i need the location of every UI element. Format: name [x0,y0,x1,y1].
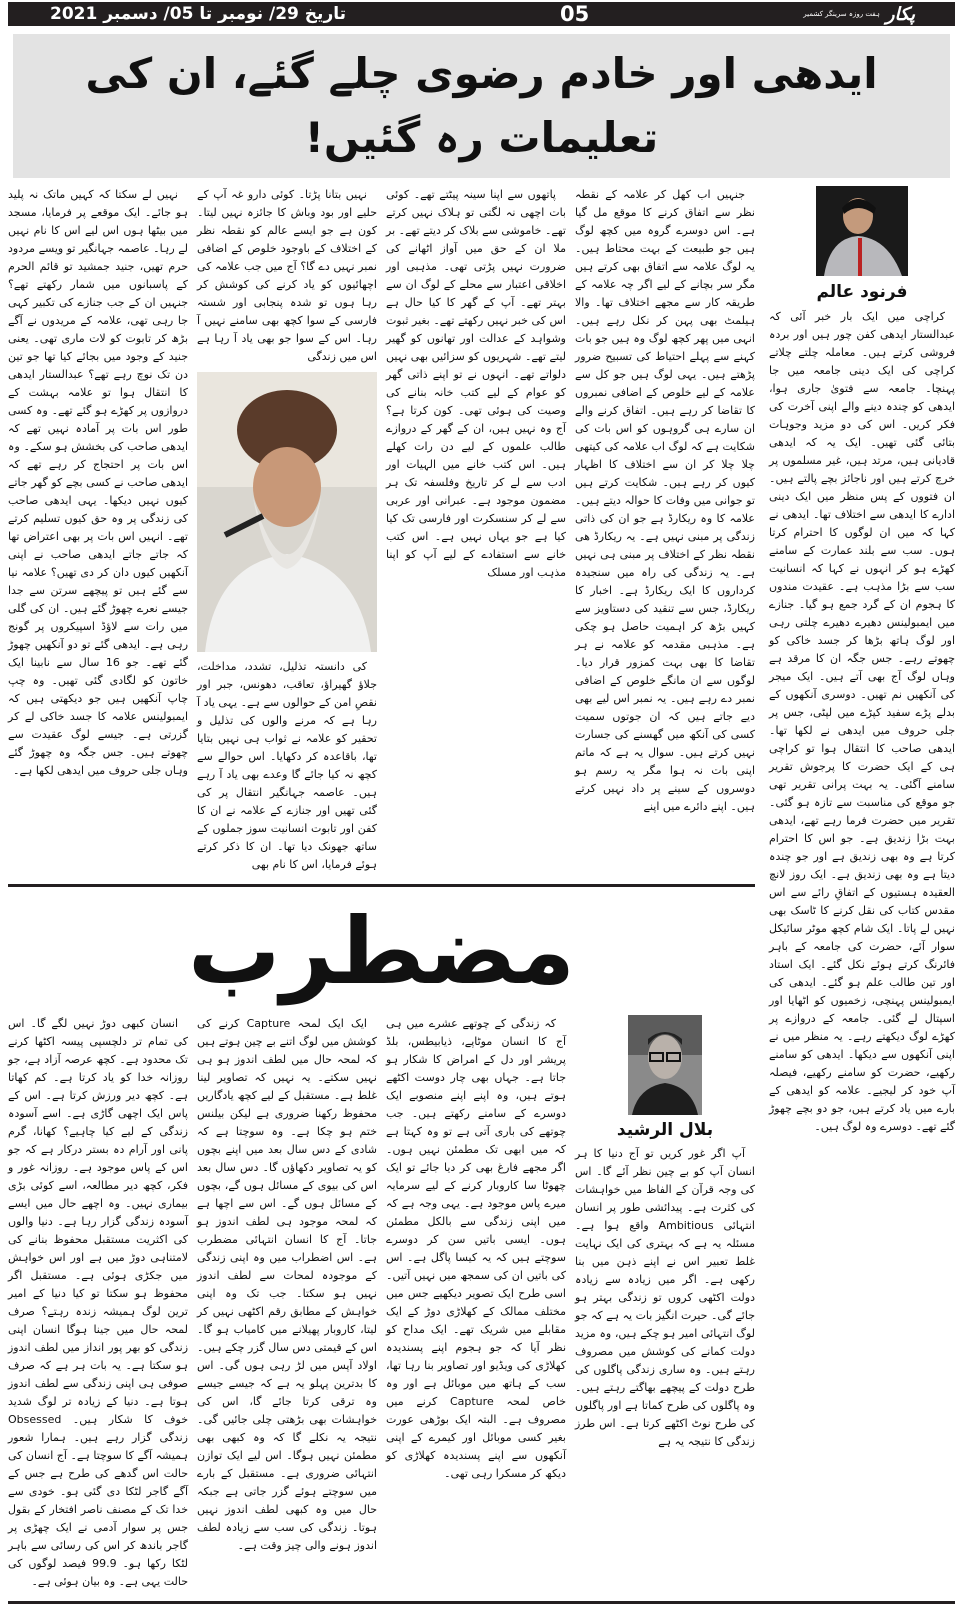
column-text: انسان کبھی دوڑ نہیں لگے گا۔ اس کی تمام تر دلچسپی پیسہ اکٹھا کرنے تک محدود ہے۔ کچھ عرصہ آزاد ہے، جو روزانہ خدا کو یاد کرتا ہے۔ کم کھاتا ہے۔ کچھ دیر ورزش کرتا ہے۔ اس کے پاس ایک اچھی گاڑی ہے۔ اسے آسودہ زندگی کے لیے کیا چاہیے؟ کھانا، گرم پانی اور آرام دہ بستر درکار ہے کہ جو اس کے پاس موجود ہے۔ روزانہ غور و فکر، کچھ دیر مطالعہ، اسے کوئی بڑی بیماری نہیں۔ وہ اچھے حال میں ایسے آسودہ زندگی گزار رہا ہے۔ دنیا والوں کی اکثریت مستقبل محفوظ بنانے کی لامتناہی دوڑ میں ہے اور اس خواہش میں جکڑی ہوئی ہے۔ مستقبل اگر محفوظ ہو سکتا تو کیا دنیا کے امیر ترین لوگ ہمیشہ زندہ رہتے؟ صرف لمحہ حال میں جینا ہوگا انسان اپنی زندگی کو بھر پور انداز میں لطف اندوز ہو سکتا ہے۔ یہ بات ہر ہے کہ صرف صوفی ہی اپنی زندگی سے لطف اندوز ہوتا ہے۔ دنیا کے زیادہ تر لوگ شدید خوف کا شکار ہیں۔ Obsessed زندگی گزار رہے ہیں۔ ہمارا شعور ہمیشہ آگے کا سوچتا ہے۔ آج انسان کی حالت اس گدھے کی طرح ہے جس کے آگے گاجر لٹکا دی گئی ہو۔ خودی سے خدا تک کے مصنف ناصر افتخار کے بقول جس پر سوار آدمی نے ایک چھڑی پر گاجر باندھ کر اس کی رسائی سے باہر لٹکا رکھا ہو۔ 99.9 فیصد لوگوں کی حالت یہی ہے۔ وہ بیان ہوئی ہے۔ [8,1017,188,1588]
article2-column-1 [386,1015,566,1591]
author-name-bilal-ur-rasheed: بلال الرشید [616,1120,714,1140]
article2-columns [8,1015,755,1591]
article2-column-2 [197,1015,377,1591]
article1-column-1 [769,308,955,1136]
article1-columns [8,186,755,874]
masthead-bar [8,2,955,26]
author-photo-bilal-ur-rasheed [628,1015,702,1115]
left-area [8,186,755,1591]
article1-column-5 [8,186,188,874]
column-text: جنہیں اب کھل کر علامہ کے نقطہ نظر سے اتفاق کرنے کا موقع مل گیا ہے۔ اس دوسرے گروہ میں کچھ لوگ ہیں جو طبیعت کے بہت محتاط ہیں۔ یہ لوگ علامہ سے اتفاق بھی کرتے ہیں مگر سر بچانے کے لیے اگر چہ علامہ کے طریقہ کار سے مجھے اختلاف تھا۔ والا ہیلمٹ بھی پہن کر نکل رہے ہیں۔ انہی میں پھر کچھ لوگ وہ ہیں جو بات کہنے سے پہلے احتیاط کی تسبیح ضرور پڑھتے ہیں۔ یہی لوگ ہیں جو کل سے علامہ کے لیے خلوص کے اضافی نمبروں کا تقاضا کر رہے ہیں۔ اتفاق کرنے والے ان سارے ہی گروہوں کو اس بات کی شکایت ہے کہ لوگ اب علامہ کی کیتھی چلا چلا کر ان سے اختلاف کا اظہار کیوں کر رہے ہیں۔ شکایت کرتے ہیں تو جوانی میں وفات کا حوالہ دیتے ہیں۔ علامہ کا وہ ریکارڈ ہے جو ان کی ذاتی زندگی پر مبنی نہیں ہے۔ یہ ریکارڈ ھی نقطہ نظر کے اختلاف پر مبنی ہی نہیں ہے۔ یہ زندگی کی راہ میں سنجیدہ کرداروں کا ایک ریکارڈ ہے۔ اخبار کا ریکارڈ، جس سے تنقید کی دستاویز سے کہیں بڑھ کر اہمیت حاصل ہو چکی ہے۔ مذہبی مقدمہ کو علامہ نے ہر تقاضا کا بھی بہت کمزور قرار دیا۔ لوگوں سے ان مانگے خلوص کے اضافی نمبر دے رہے ہیں۔ یہ نمبر اس لیے بھی دیے جاتے ہیں کہ ان جوتوں سمیت کسی کی آنکھ میں گھسنے کی جسارت نہیں کرتے ہیں۔ سوال یہ ہے کہ ماتم اپنی بات نہ ہوا مگر یہ رسم ہو دوسروں کے سینے پر داد نہیں کرتے ہیں۔ اپنے دائرے میں اپنے [575,188,755,813]
page-body [8,186,955,1591]
column-text: کراچی میں ایک بار خبر آئی کہ عبدالستار ایدھی کفن چور ہیں اور بردہ فروشی کرتے ہیں۔ معاملہ چلتے چلاتے کراچی کی ایک دینی جامعہ میں جا پہنچا۔ جامعہ سے فتویٰ جاری ہوا، ایدھی کو چندہ دینے والے اپنی آخرت کی فکر کریں۔ اس کی دو مزید وجوہات بتائی گئی تھیں۔ ایک یہ کہ ایدھی قادیانی ہیں، مرتد ہیں، غیر مسلموں پر خرچ کرتے ہیں اور ناجائز بچے پالتے ہیں۔ ان فتووں کے پس منظر میں ایک دینی ادارے کا ایدھی سے اختلاف تھا۔ ایدھی نے کہا کہ میں ان لوگوں کا احترام کرتا ہوں۔ سب سے بلند عمارت کے سامنے کھڑے ہو کر انہوں نے کہا کہ انسانیت سب سے بڑا مذہب ہے۔ عقیدت مندوں کا ہجوم ان کے گرد جمع ہو گیا۔ جنازے میں ایمبولینس دھیرے دھیرے چلتی رہی اور لوگ ہاتھ بڑھا کر جسد خاکی کو چھوتے رہے۔ جس جگہ ان کا مرقد ہے وہاں لوگ آج بھی آتے ہیں۔ ایک میجر کی آنکھیں نم تھیں۔ دوسری آنکھوں کے بدلے پڑے سفید کپڑے میں لپٹی، جس پر جلی حروف میں ایدھی نے لکھا تھا۔ ایدھی صاحب کا انتقال ہوا تو کراچی ہی کے ایک حضرت کا پرجوش تقریر سامنے آگئی۔ یہ بہت پرانی تقریر تھی جو موقع کی مناسبت سے تازہ ہو گئی۔ تقریر میں حضرت فرما رہے تھے، ایدھی بہت بڑا زندیق ہے۔ جو اس کا احترام کرتا ہے وہ بھی زندیق ہے اور جو چندہ دیتا ہے وہ بھی زندیق ہے۔ ایک روز لانچ العقیدہ ہستیوں کے اتفاقِ رائے سے اس مقدس کتاب کی نقل کرنے کا ٹاسک بھی نہیں لے پاتا۔ ایک شام کچھ موٹر سائیکل سوار آئے، حضرت کی جامعہ کے باہر فائرنگ کرتے ہوئے نکل گئے۔ ایک استاد اور تین طالب علم ہو گئے۔ ایدھی کی ایمبولینس پہنچی، زخمیوں کو اٹھایا اور اسپتال لے گئی۔ جامعہ کے دروازے پر کھڑے لوگ دیکھتے رہے۔ یہ منظر میں نے اپنی آنکھوں سے دیکھا۔ ایدھی کو سامنے رکھیے، حضرت کو سامنے رکھیے، فیصلہ آپ خود کر لیجیے۔ علامہ کو ایدھی کے بارے میں یاد کرتے ہیں، جو دو بچے چھوڑ گئے تھے۔ دوسرے وہ لوگ ہیں۔ [769,310,955,1133]
column-text: آپ اگر غور کریں تو آج دنیا کا ہر انسان آپ کو بے چین نظر آئے گا۔ اس کی وجہ قرآن کے الفاظ میں خواہشات کی کثرت ہے۔ پیدائشی طور پر انسان انتہائی Ambitious واقع ہوا ہے۔ مسئلہ یہ ہے کہ بہتری کی ایک نہایت غلط تعبیر اس نے اپنے ذہن میں بنا رکھی ہے۔ اگر میں زیادہ سے زیادہ دولت اکٹھی کروں تو زندگی بہتر ہو جائے گی۔ حیرت انگیز بات یہ ہے کہ جو لوگ انتہائی امیر ہو چکے ہیں، وہ مزید دولت کمانے کی کوشش میں مصروف رہتے ہیں۔ وہ ساری زندگی پاگلوں کی طرح دولت کے پیچھے بھاگتے رہتے ہیں۔ وہ پاگلوں کی طرح کماتا ہے اور پاگلوں کی طرح نوٹ اکٹھے کرتا ہے۔ اس طرز زندگی کا نتیجہ یہ ہے [575,1147,755,1448]
headline-box [13,34,950,178]
page-number: 05 [560,2,590,26]
article1-column-3 [386,186,566,874]
issue-date: تاریخ 29/ نومبر تا 05/ دسمبر 2021 [50,4,346,24]
logo-subtitle: ہفت روزہ سرینگر کشمیر [803,10,880,18]
column-text: کہ زندگی کے چوتھے عشرے میں ہی آج کا انسان موٹاپے، ذیابیطس، بلڈ پریشر اور دل کے امراض کا شکار ہو جاتا ہے۔ جہاں بھی چار دوست اکٹھے ہوتے ہیں، وہ اپنے اپنے منصوبے ایک دوسرے کے سامنے رکھتے ہیں۔ جب چوتھے کی باری آتی ہے تو وہ کہتا ہے کہ میں ابھی تک مطمئن نہیں ہوں۔ اگر مجھے فارغ بھی کر دیا جائے تو ایک چھوٹا سا کاروبار کرنے کے لیے سرمایہ میرے پاس موجود ہے۔ یہی وجہ ہے کہ میں اپنی زندگی سے بالکل مطمئن ہوں۔ ایسی باتیں سن کر دوسرے سوچتے ہیں کہ یہ کیسا پاگل ہے۔ اس کی باتیں ان کی سمجھ میں نہیں آتیں۔ اسی طرح ایک تصویر دیکھیے جس میں مختلف ممالک کے کھلاڑی دوڑ کے ایک مقابلے میں شریک تھے۔ ایک مداح کو نظر آیا کہ جو ہجوم اپنے پسندیدہ کھلاڑی کی ویڈیو اور تصاویر بنا رہا تھا، سب کے ہاتھ میں موبائل ہے اور وہ خاص لمحہ Capture کرنے میں مصروف ہے۔ البتہ ایک بوڑھی عورت بغیر کسی موبائل اور کیمرے کے اپنی آنکھوں سے اپنے پسندیدہ کھلاڑی کو دیکھ کر مسکرا رہی تھی۔ [386,1017,566,1480]
bottom-divider [8,1601,955,1604]
column-text: پاتھوں سے اپنا سینہ پیٹتے تھے۔ کوئی بات اچھی نہ لگتی تو ہلاک نہیں کرتے تھے۔ خاموشی سے بلاک کر دیتے تھے۔ بر ملا ان کے حق میں آواز اٹھانے کی ضرورت نہیں پڑتی تھی۔ مذہبی اور اخلاقی اعتبار سے محلے کے لوگ ان سے بہتر تھے۔ آپ کے گھر کا کیا حال ہے اس کی خبر نہیں رکھتے تھے۔ بغیر ثبوت وشواہد کے عدالت اور تھانوں کو گھیر لیتے تھے۔ شہریوں کو سزائیں بھی نہیں دلواتے تھے۔ انہوں نے تو اپنے ذاتی گھر کو عوام کے لیے کتب خانہ بنانے کی وصیت کی ہوئی تھی۔ کون کرتا ہے؟ آج وہ نہیں ہیں، ان کے گھر کے دروازے طالب علموں کے لیے دن رات کھلے ہیں۔ اس کتب خانے میں الہیات اور ادب سے لے کر تاریخ وفلسفہ تک ہر مضمون موجود ہے۔ عبرانی اور عربی سے لے کر سنسکرت اور فارسی تک کیا کیا ہے جو یہاں نہیں ہے۔ اس کتب خانے سے استفادے کے لیے آپ کو اپنا مذہب اور مسلک [386,188,566,579]
article1-right-column [769,186,955,1591]
article2-column-3 [8,1015,188,1591]
newspaper-logo: پکار [885,3,915,25]
author-photo-farnood-alam [816,186,908,276]
section-divider [8,884,755,887]
column-text: کی دانستہ تذلیل، تشدد، مداخلت، جلاؤ گھیراؤ، تعاقب، دھونس، جبر اور نقصِ امن کے حوالوں سے ہے۔ یہی یاد آ رہا ہے کہ مرنے والوں کی تذلیل و تحقیر کو علامہ نے ثواب ہی نہیں بتایا تھا، باقاعدہ کر دکھایا۔ اس حوالے سے کچھ نہ کیا جائے گا وعدے بھی یاد آ رہے ہیں۔ عاصمہ جہانگیر انتقال پر کی گئی تھیں اور جنازے کے علامہ نے ان کا کفن اور تابوت انسانیت سوز جملوں کے ساتھ جھونک دیا تھا۔ ان کا ذکر کرتے ہوئے فرمایا، اس کا نام بھی [197,660,377,871]
main-headline: ایدھی اور خادم رضوی چلے گئے، ان کی تعلیمات رہ گئیں! [85,49,878,162]
article2-intro-block [575,1015,755,1591]
column-text: نہیں بتانا پڑتا۔ کوئی دارو غہ آپ کے حلیے اور بود وباش کا جائزہ نہیں لیتا۔ کون ہے جو ایسے عالم کو نقطہ نظر کے اختلاف کے باوجود خلوص کے اضافی نمبر نہیں دے گا؟ آج میں جب علامہ کی اچھائیوں کو یاد کرنے کی کوشش کر رہا ہوں تو شدہ پنجابی اور شستہ فارسی کے سوا کچھ بھی سامنے نہیں آ رہا۔ اس کے سوا جو بھی یاد آ رہا ہے اس میں زندگی [197,188,377,363]
article1-column-4 [197,186,377,874]
column-text: ایک ایک لمحہ Capture کرنے کی کوشش میں لوگ اتنے بے چین ہوتے ہیں کہ لمحہ حال میں لطف اندوز ہو ہی نہیں سکتے۔ یہ نہیں کہ تصاویر لینا غلط ہے۔ مستقبل کے لیے کچھ یادگاریں محفوظ رکھنا ضروری ہے لیکن بیلنس ختم ہو چکا ہے۔ وہ سوچتا ہے کہ شادی کے دس سال بعد میں اپنے بچوں کو یہ تصاویر دکھاؤں گا۔ دس سال بعد اس کی بیوی کے مسائل ہوں گے، بچوں کے مسائل ہوں گے۔ اس سے اچھا ہے کہ لمحہ موجود ہی لطف اندوز ہو جاتا۔ آج کا انسان انتہائی مضطرب ہے۔ اس اضطراب میں وہ اپنی زندگی کے موجودہ لمحات سے لطف اندوز نہیں ہو سکتا۔ جب تک وہ اپنی خواہش کے مطابق رقم اکٹھی نہیں کر لیتا، کاروبار پھیلانے میں کامیاب ہو گا۔ اس کے قیمتی دس سال گزر چکے ہیں۔ اولاد آپس میں لڑ رہی ہوں گی۔ اس کا بدترین پہلو یہ ہے کہ جیسے جیسے وہ ترقی کرتا جائے گا، اس کی خواہشات بھی بڑھتی چلی جائیں گی۔ نتیجہ یہ نکلے گا کہ وہ کبھی بھی مطمئن نہیں ہوگا۔ اس لیے ایک توازن انتہائی ضروری ہے۔ مستقبل کے بارے میں سوچتے ہوئے گزر جاتی ہے جبکہ حال میں وہ کبھی لطف اندوز نہیں ہوتا۔ زندگی کی سب سے زیادہ لطف اندوز ہونے والی چیز وقت ہے۔ [197,1017,377,1552]
article-photo-khadim-rizvi [197,372,377,652]
column-title-muztarib: مضطرب [188,898,575,1005]
author-name-farnood-alam: فرنود عالم [816,282,908,302]
article1-column-2 [575,186,755,874]
newspaper-logo-group [803,4,915,25]
column-text: نہیں لے سکتا کہ کہیں ماتک نہ پلید ہو جائے۔ ایک موقعے پر فرمایا، مسجد میں بیٹھا ہوں اس لیے اس کا نام نہیں لے رہا۔ عاصمہ جہانگیر تو ویسے مردود حرم تھیں، جنید جمشید تو قائم الحرم کے پاسبانوں میں شمار رکھتے تھے؟ جنہیں ان کے جب جنازے کی تکبیر کہی جا رہی تھی، علامہ کے مریدوں نے آگے بڑھ کر تابوت کو لات ماری تھی۔ یعنی جنید کے وجود میں بجائے کیا تھا جو تین دن تک نوچ رہے تھے؟ عبدالستار ایدھی کا انتقال ہوا تو علامہ بہشت کے دروازوں پر کھڑے ہو گئے تھے۔ وہ کسی طور اس بات پر آمادہ نہیں تھے کہ ایدھی صاحب کی بخشش ہو سکے۔ وہ اس بات پر احتجاج کر رہے تھے کہ ایدھی صاحب نے کسی بچے کو گھر جاتے کیوں نہیں دیکھا۔ یہی ایدھی صاحب کی زندگی پر وہ حق کیوں تسلیم کرتے تھے۔ انہیں اس بات پر بھی اعتراض تھا کہ جاتے جاتے ایدھی صاحب نے اپنی آنکھیں کیوں دان کر دی تھیں؟ علامہ نیا سے گئے ہیں تو پیچھے سرتن سے جدا جیسے نعرے چھوڑ گئے ہیں۔ ان کی گلی میں رات سے لاؤڈ اسپیکروں پر گونج رہی ہے۔ ایدھی گئے تو دو آنکھیں چھوڑ گئے تھے۔ جو 16 سال سے نابینا ایک خاتون کو لگادی گئی تھیں۔ وہ چپ چاپ آنکھیں ہیں جو دیکھتی ہیں کہ ایمبولینس علامہ کا جسد خاکی لے کر گزرتی ہے۔ جیسے لوگ عقیدت سے چھوتے ہیں۔ جس جگہ وہ چھوڑ گئے وہاں جلی حروف میں ایدھی لکھا ہے۔ [8,188,188,777]
